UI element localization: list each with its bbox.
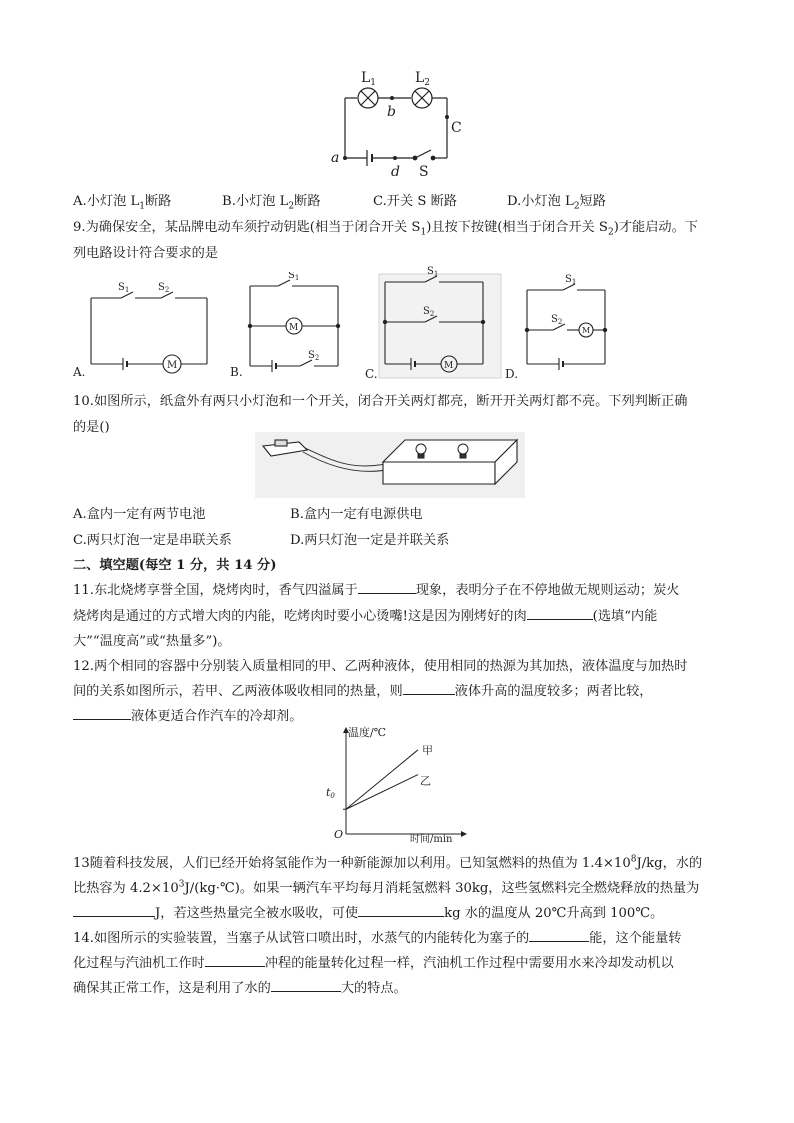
q8-circuit-diagram [325, 62, 470, 180]
q12-blank-1[interactable] [403, 682, 455, 695]
q12-line1: 12.两个相同的容器中分别装入质量相同的甲、乙两种液体，使用相同的热源为其加热，液体温度与加热时 [73, 659, 688, 674]
label-l1: $L_1$ [361, 70, 377, 88]
svg-text:S2: $S_2$ [158, 282, 170, 294]
svg-text:S1: $S_1$ [427, 266, 439, 278]
svg-text:M: M [444, 361, 454, 371]
bulb-right-icon [458, 444, 468, 454]
q8-option-c[interactable]: C.开关 S 断路 [373, 194, 457, 209]
series-label-yi: 乙 [420, 774, 431, 788]
label-s: S [419, 164, 429, 180]
section-heading-fill-in: 二、填空题(每空 1 分，共 14 分) [73, 558, 277, 573]
svg-text:S2: $S_2$ [423, 306, 435, 318]
svg-text:M: M [167, 360, 178, 371]
q12-blank-2[interactable] [73, 707, 131, 720]
svg-text:B.: B. [230, 365, 243, 379]
q13-blank-2[interactable] [358, 904, 444, 917]
svg-text:S2: $S_2$ [551, 314, 563, 326]
q10-option-b[interactable]: B.盒内一定有电源供电 [290, 507, 423, 522]
q10-option-d[interactable]: D.两只灯泡一定是并联关系 [290, 533, 450, 548]
q9-circuit-d[interactable] [505, 274, 615, 380]
label-l2: $L_2$ [415, 70, 431, 88]
svg-text:S1: $S_1$ [118, 282, 130, 294]
q11-line2: 烧烤肉是通过的方式增大肉的内能，吃烤肉时要小心烫嘴!这是因为刚烤好的肉 (选填“内能 [73, 609, 658, 624]
q12-line3: 液体更适合作汽车的冷却剂。 [73, 705, 302, 724]
bulb-left-icon [416, 444, 426, 454]
q13-line1: 13随着科技发展，人们已经开始将氢能作为一种新能源加以利用。已知氢燃料的热值为 $1.4\times 10^8J/kg$，水的 [73, 854, 703, 871]
q9-circuit-b[interactable] [230, 272, 350, 380]
q11-blank-2[interactable] [527, 607, 593, 620]
q9-circuit-a[interactable] [73, 278, 218, 378]
q14-line3: 确保其正常工作，这是利用了水的 大的特点。 [73, 981, 407, 996]
q13-line2: 比热容为 $4.2\times 10^3J/(kg\cdot℃)$。如果一辆汽车平均每月消耗氢燃料 30kg，这些氢燃料完全燃烧释放的热量为 [73, 879, 700, 896]
q11-line1: 11.东北烧烤享誉全国，烧烤肉时，香气四溢属于 现象，表明分子在不停地做无规则运动；炭火 [73, 583, 680, 598]
chart-y-label: 温度/℃ [348, 726, 387, 739]
label-c: C [451, 120, 462, 136]
q10-option-a[interactable]: A.盒内一定有两节电池 [73, 507, 206, 522]
q14-line1: 14.如图所示的实验装置，当塞子从试管口喷出时，水蒸气的内能转化为塞子的 能，这个能量转 [73, 931, 682, 946]
q12-line2: 间的关系如图所示，若甲、乙两液体吸收相同的热量，则 液体升高的温度较多；两者比较， [73, 684, 653, 699]
label-b: b [387, 104, 396, 120]
chart-t0-label: t0 [326, 786, 335, 800]
svg-text:M: M [289, 323, 299, 333]
q10-stem-line1: 10.如图所示，纸盒外有两只小灯泡和一个开关，闭合开关两灯都亮，断开开关两灯都不亮。下列判断正确 [73, 394, 688, 409]
label-d: d [391, 164, 400, 180]
q8-option-a[interactable]: A.小灯泡 $L_1$断路 [73, 194, 172, 212]
q8-option-b[interactable]: B.小灯泡 $L_2$断路 [222, 194, 321, 212]
q10-box-figure [255, 432, 525, 498]
q14-line2: 化过程与汽油机工作时 冲程的能量转化过程一样，汽油机工作过程中需要用水来冷却发动机以 [73, 956, 674, 971]
chart-origin-label: O [334, 828, 344, 841]
q10-option-c[interactable]: C.两只灯泡一定是串联关系 [73, 533, 232, 548]
q8-option-d[interactable]: D.小灯泡 $L_2$短路 [507, 194, 606, 212]
svg-text:D.: D. [505, 367, 519, 380]
q9-stem-line1: 9.为确保安全，某品牌电动车须拧动钥匙(相当于闭合开关 $S_1$)且按下按键(相当于闭合开关 $S_2$)才能启动。下 [73, 220, 698, 238]
q12-temperature-time-chart [320, 722, 470, 844]
q14-blank-3[interactable] [271, 979, 341, 992]
svg-text:S1: $S_1$ [565, 274, 577, 286]
svg-text:S1: $S_1$ [288, 272, 300, 282]
q9-circuit-c[interactable] [365, 262, 503, 382]
label-a: a [331, 150, 340, 166]
chart-x-label: 时间/min [410, 834, 453, 844]
q11-line3: 大”“温度高”或“热量多”)。 [73, 634, 231, 649]
svg-text:C.: C. [365, 367, 378, 381]
q9-stem-line2: 列电路设计符合要求的是 [73, 246, 219, 261]
svg-text:A.: A. [73, 365, 86, 378]
svg-text:M: M [582, 326, 591, 335]
q13-blank-1[interactable] [73, 904, 155, 917]
q13-line3: J，若这些热量完全被水吸收，可使 kg 水的温度从 20℃升高到 100℃。 [73, 902, 663, 921]
q11-blank-1[interactable] [358, 581, 416, 594]
q14-blank-1[interactable] [529, 929, 589, 942]
series-label-jia: 甲 [422, 743, 433, 757]
svg-text:S2: $S_2$ [308, 350, 320, 362]
q10-stem-line2: 的是() [73, 420, 110, 435]
q14-blank-2[interactable] [205, 954, 265, 967]
switch-s-icon [415, 150, 431, 158]
